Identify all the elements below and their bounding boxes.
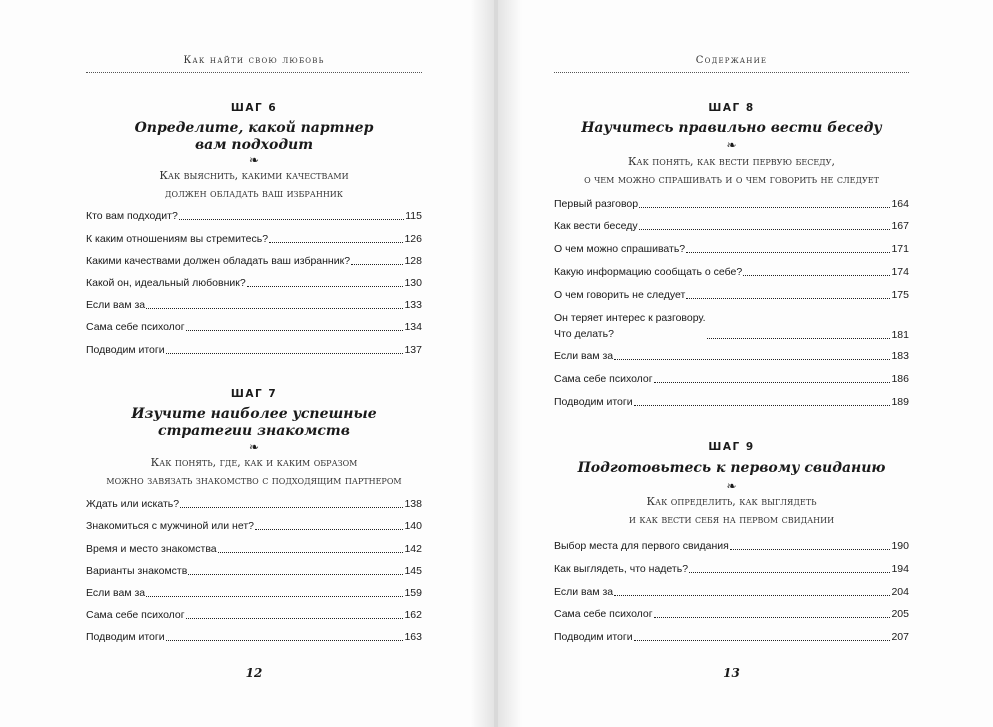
entry-page: 205 xyxy=(891,608,909,620)
header-rule xyxy=(86,72,422,73)
step-title xyxy=(86,406,422,440)
leader-dots xyxy=(654,617,891,618)
leader-dots xyxy=(166,353,404,354)
entry-page: 134 xyxy=(404,321,422,333)
leader-dots xyxy=(689,572,890,573)
step-subtitle-line: можно завязать знакомство с подходящим партнером xyxy=(106,474,402,487)
toc-entry[interactable] xyxy=(554,540,909,553)
leader-dots xyxy=(639,229,891,230)
step-label: ШАГ 6 xyxy=(230,102,278,114)
step-label: ШАГ 9 xyxy=(708,441,755,453)
fleuron-ornament: ❧ xyxy=(726,479,737,493)
entry-page: 190 xyxy=(891,540,909,552)
fleuron-ornament: ❧ xyxy=(726,138,737,152)
entry-page: 183 xyxy=(891,350,909,362)
header-rule xyxy=(554,72,909,73)
entry-page: 130 xyxy=(404,277,422,289)
leader-dots xyxy=(186,330,404,331)
toc-entry[interactable] xyxy=(86,609,422,622)
spine-shadow xyxy=(470,0,494,727)
entry-page: 137 xyxy=(404,344,422,356)
entry-title xyxy=(554,310,706,342)
entry-page: 145 xyxy=(404,565,422,577)
leader-dots xyxy=(730,549,891,550)
leader-dots xyxy=(686,252,890,253)
entry-title: Время и место знакомства xyxy=(86,543,217,555)
leader-dots xyxy=(180,507,403,508)
entry-title: Кто вам подходит? xyxy=(86,210,178,222)
entry-title: Сама себе психолог xyxy=(86,609,185,621)
entry-title: Как вести беседу xyxy=(554,220,638,232)
leader-dots xyxy=(255,529,403,530)
entry-title: Как выглядеть, что надеть? xyxy=(554,563,689,575)
entry-title: О чем можно спрашивать? xyxy=(554,243,686,255)
entry-title: Подводим итоги xyxy=(86,344,165,356)
toc-entry[interactable] xyxy=(554,220,909,233)
leader-dots xyxy=(186,618,404,619)
step-title-line: Подготовьтесь к первому свиданию xyxy=(577,460,886,476)
step-title-line: стратегии знакомств xyxy=(158,423,350,439)
entry-title: Варианты знакомств xyxy=(86,565,188,577)
leader-dots xyxy=(654,382,891,383)
toc-entry[interactable] xyxy=(86,543,422,556)
step-subtitle-line: Как понять, как вести первую беседу, xyxy=(628,155,835,168)
entry-page: 159 xyxy=(404,587,422,599)
leader-dots xyxy=(247,286,404,287)
fleuron-ornament: ❧ xyxy=(248,440,260,454)
spine-shadow xyxy=(498,0,522,727)
entry-title: Какими качествами должен обладать ваш избранник? xyxy=(86,255,351,267)
toc-entry[interactable] xyxy=(86,587,422,600)
entry-page: 128 xyxy=(404,255,422,267)
toc-entry[interactable] xyxy=(86,210,422,223)
toc-entry[interactable] xyxy=(554,586,909,599)
entry-page: 133 xyxy=(404,299,422,311)
step-title xyxy=(554,460,909,477)
entry-page: 142 xyxy=(404,543,422,555)
step-subtitle xyxy=(86,454,422,490)
entry-page: 126 xyxy=(404,233,422,245)
toc-entry[interactable] xyxy=(554,631,909,644)
leader-dots xyxy=(188,574,403,575)
leader-dots xyxy=(686,298,890,299)
leader-dots xyxy=(218,552,404,553)
running-head: Как найти свою любовь xyxy=(183,55,325,66)
entry-title: Первый разговор xyxy=(554,198,639,210)
leader-dots xyxy=(634,405,891,406)
leader-dots xyxy=(743,275,890,276)
toc-entry[interactable] xyxy=(86,277,422,290)
step-subtitle-line: должен обладать ваш избранник xyxy=(165,187,343,200)
entry-page: 204 xyxy=(891,586,909,598)
toc-entry[interactable] xyxy=(86,344,422,357)
page-number: 12 xyxy=(245,666,263,680)
step-subtitle-line: и как вести себя на первом свидании xyxy=(628,513,835,526)
entry-page: 171 xyxy=(891,243,909,255)
entry-title-line: Он теряет интерес к разговору. xyxy=(554,312,706,324)
running-head: Содержание xyxy=(695,55,768,66)
leader-dots xyxy=(269,242,403,243)
toc-entry[interactable] xyxy=(86,321,422,334)
entry-page: 207 xyxy=(891,631,909,643)
leader-dots xyxy=(614,595,890,596)
left-page xyxy=(0,0,494,727)
step-label: ШАГ 7 xyxy=(230,388,278,400)
leader-dots xyxy=(179,219,404,220)
entry-page: 174 xyxy=(891,266,909,278)
entry-title: О чем говорить не следует xyxy=(554,289,686,301)
leader-dots xyxy=(146,596,403,597)
toc-entry[interactable] xyxy=(554,310,909,342)
toc-entry[interactable] xyxy=(554,608,909,621)
entry-title: Если вам за xyxy=(554,586,614,598)
entry-title: Подводим итоги xyxy=(554,396,633,408)
entry-page: 162 xyxy=(404,609,422,621)
leader-dots xyxy=(707,338,891,339)
toc-entry[interactable] xyxy=(86,233,422,246)
entry-title: Подводим итоги xyxy=(86,631,165,643)
toc-entry[interactable] xyxy=(86,498,422,511)
toc-entry[interactable] xyxy=(554,289,909,302)
entry-page: 138 xyxy=(404,498,422,510)
step-title xyxy=(554,120,909,137)
entry-title: Подводим итоги xyxy=(554,631,633,643)
step-subtitle-line: Как выяснить, какими качествами xyxy=(159,169,349,182)
entry-title: Если вам за xyxy=(554,350,614,362)
entry-title: Если вам за xyxy=(86,587,146,599)
entry-title: К каким отношениям вы стремитесь? xyxy=(86,233,269,245)
entry-page: 167 xyxy=(891,220,909,232)
step-label: ШАГ 8 xyxy=(708,102,755,114)
leader-dots xyxy=(639,207,890,208)
entry-title: Ждать или искать? xyxy=(86,498,180,510)
entry-title: Если вам за xyxy=(86,299,146,311)
step-subtitle xyxy=(86,167,422,203)
entry-page: 140 xyxy=(404,520,422,532)
toc-entry[interactable] xyxy=(554,396,909,409)
entry-title: Какую информацию сообщать о себе? xyxy=(554,266,743,278)
toc-entry[interactable] xyxy=(554,350,909,363)
step-subtitle-line: о чем можно спрашивать и о чем говорить не следует xyxy=(584,173,879,186)
toc-entry[interactable] xyxy=(554,373,909,386)
entry-page: 175 xyxy=(891,289,909,301)
fleuron-ornament: ❧ xyxy=(248,153,260,167)
leader-dots xyxy=(634,640,891,641)
toc-entry[interactable] xyxy=(86,565,422,578)
step-title-line: Определите, какой партнер xyxy=(134,120,374,136)
entry-page: 189 xyxy=(891,396,909,408)
entry-page: 194 xyxy=(891,563,909,575)
entry-title-line: Что делать? xyxy=(554,328,614,340)
toc-entry[interactable] xyxy=(554,198,909,211)
entry-page: 115 xyxy=(405,210,422,222)
entry-title: Сама себе психолог xyxy=(86,321,185,333)
step-subtitle-line: Как понять, где, как и каким образом xyxy=(150,456,358,469)
entry-title: Какой он, идеальный любовник? xyxy=(86,277,246,289)
entry-page: 186 xyxy=(891,373,909,385)
toc-entry[interactable] xyxy=(554,266,909,279)
toc-entry[interactable] xyxy=(554,243,909,256)
leader-dots xyxy=(146,308,403,309)
page-number: 13 xyxy=(723,666,740,680)
step-title-line: Изучите наиболее успешные xyxy=(131,406,377,422)
toc-entry[interactable] xyxy=(554,563,909,576)
step-subtitle-line: Как определить, как выглядеть xyxy=(646,495,817,508)
entry-page: 163 xyxy=(404,631,422,643)
leader-dots xyxy=(351,264,403,265)
leader-dots xyxy=(166,640,404,641)
entry-title: Знакомиться с мужчиной или нет? xyxy=(86,520,254,532)
entry-title: Сама себе психолог xyxy=(554,608,653,620)
step-subtitle xyxy=(554,493,909,529)
toc-entry[interactable] xyxy=(86,520,422,533)
entry-title: Сама себе психолог xyxy=(554,373,653,385)
step-title-line: Научитесь правильно вести беседу xyxy=(581,120,882,136)
entry-page: 164 xyxy=(891,198,909,210)
entry-title: Выбор места для первого свидания xyxy=(554,540,729,552)
step-subtitle xyxy=(554,153,909,189)
toc-entry[interactable] xyxy=(86,631,422,644)
right-page xyxy=(498,0,993,727)
leader-dots xyxy=(614,359,890,360)
toc-entry[interactable] xyxy=(86,255,422,268)
step-title-line: вам подходит xyxy=(194,137,314,153)
toc-entry[interactable] xyxy=(86,299,422,312)
entry-page: 181 xyxy=(891,329,909,341)
step-title xyxy=(86,120,422,154)
